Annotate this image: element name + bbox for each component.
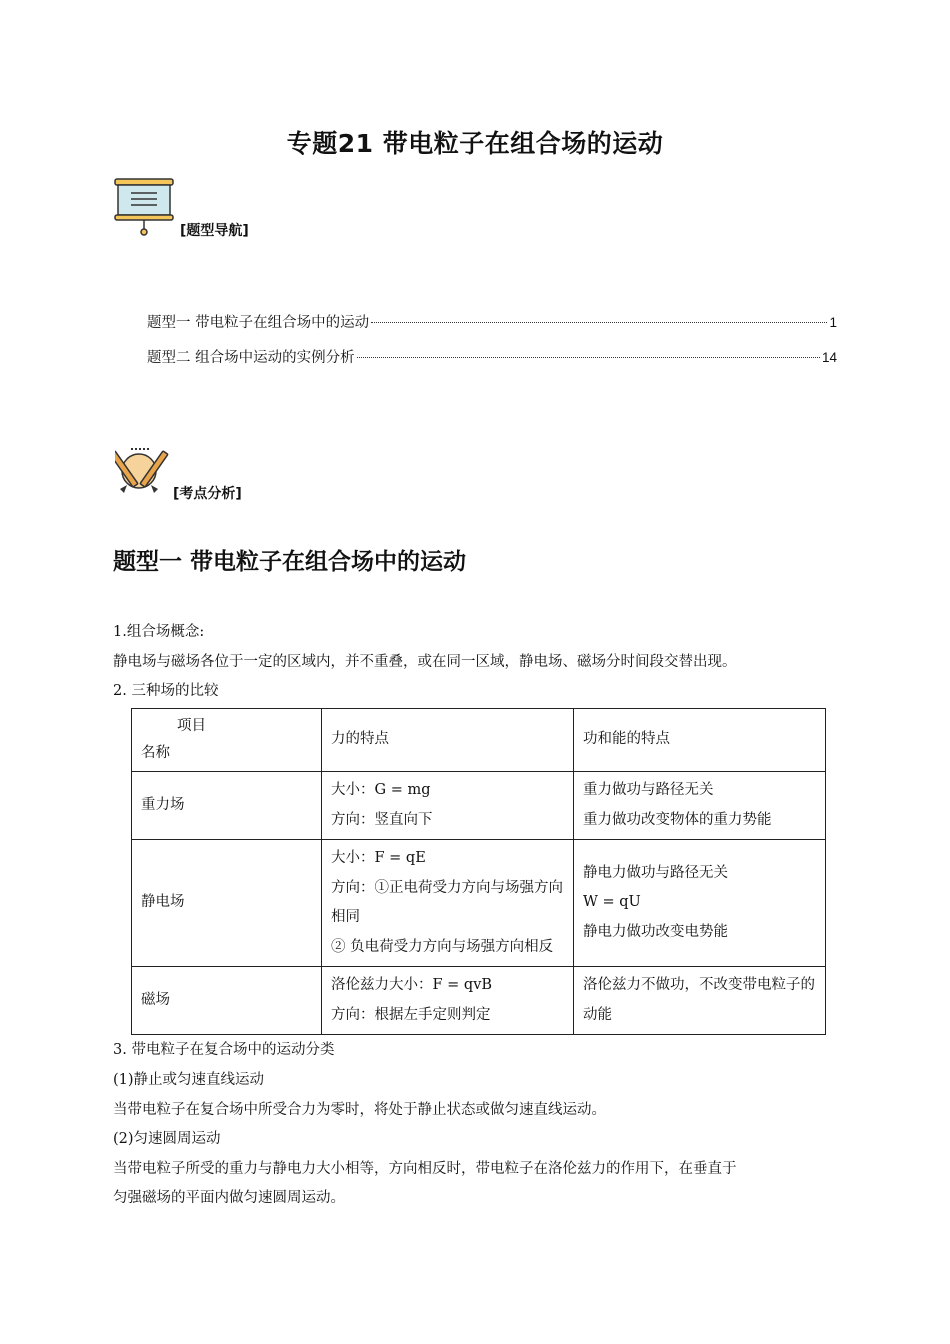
section-heading: 题型一 带电粒子在组合场中的运动 — [113, 549, 467, 575]
analysis-section-label: [考点分析] — [173, 486, 242, 502]
paragraph-heading: 3. 带电粒子在复合场中的运动分类 — [113, 1042, 335, 1058]
field-comparison-table — [131, 708, 826, 1035]
nav-section-label: [题型导航] — [180, 223, 249, 239]
paragraph-text: 匀强磁场的平面内做匀速圆周运动。 — [113, 1190, 345, 1206]
table-cell-force: 大小：F = qE 方向：①正电荷受力方向与场强方向相同 ② 负电荷受力方向与场强方向相反 — [322, 840, 574, 967]
table-header-row — [132, 709, 826, 772]
table-row — [132, 840, 826, 967]
table-cell-work: 洛伦兹力不做功，不改变带电粒子的动能 — [574, 967, 826, 1035]
toc-item-label: 题型一 带电粒子在组合场中的运动 — [147, 315, 370, 331]
table-header-cell: 项目 名称 — [132, 709, 322, 772]
document-title: 专题21 带电粒子在组合场的运动 — [286, 129, 664, 158]
toc-item[interactable] — [147, 346, 837, 366]
table-cell-force: 洛伦兹力大小：F = qvB 方向：根据左手定则判定 — [322, 967, 574, 1035]
table-cell-force: 大小：G = mg 方向：竖直向下 — [322, 772, 574, 840]
toc-item[interactable] — [147, 311, 837, 331]
table-cell-name: 重力场 — [132, 772, 322, 840]
crossed-pencils-icon — [115, 445, 171, 497]
table-row — [132, 772, 826, 840]
presentation-board-icon — [113, 176, 175, 238]
toc-item-page: 14 — [821, 350, 837, 365]
table-cell-work: 重力做功与路径无关 重力做功改变物体的重力势能 — [574, 772, 826, 840]
paragraph-subheading: (1)静止或匀速直线运动 — [113, 1072, 265, 1088]
table-header-cell: 功和能的特点 — [574, 709, 826, 772]
toc-dot-leader — [357, 357, 820, 358]
paragraph-heading: 2. 三种场的比较 — [113, 683, 219, 699]
toc-item-page: 1 — [829, 315, 837, 330]
table-row — [132, 967, 826, 1035]
table-header-cell: 力的特点 — [322, 709, 574, 772]
paragraph-subheading: (2)匀速圆周运动 — [113, 1131, 221, 1147]
paragraph-text: 当带电粒子在复合场中所受合力为零时，将处于静止状态或做匀速直线运动。 — [113, 1102, 606, 1118]
table-cell-name: 磁场 — [132, 967, 322, 1035]
toc-dot-leader — [371, 322, 827, 323]
paragraph-text: 当带电粒子所受的重力与静电力大小相等，方向相反时，带电粒子在洛伦兹力的作用下，在垂直于 — [113, 1161, 737, 1177]
paragraph-heading: 1.组合场概念: — [113, 624, 205, 640]
table-cell-name: 静电场 — [132, 840, 322, 967]
table-cell-work: 静电力做功与路径无关 W = qU 静电力做功改变电势能 — [574, 840, 826, 967]
paragraph-text: 静电场与磁场各位于一定的区域内，并不重叠，或在同一区域，静电场、磁场分时间段交替出现。 — [113, 654, 737, 670]
toc-item-label: 题型二 组合场中运动的实例分析 — [147, 350, 355, 366]
